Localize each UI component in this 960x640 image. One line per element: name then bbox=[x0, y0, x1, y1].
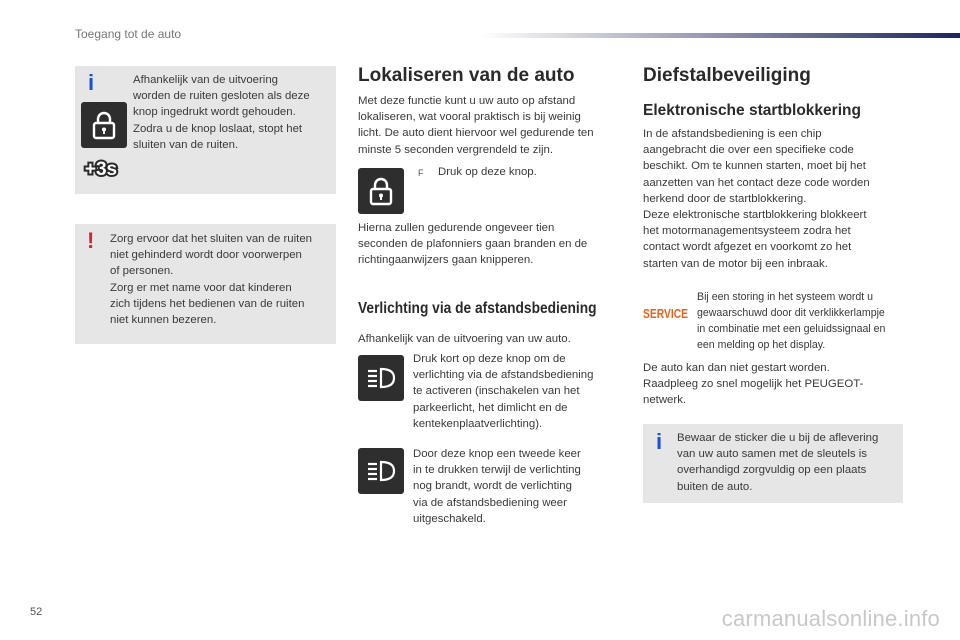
svg-text:SERVICE: SERVICE bbox=[643, 307, 688, 321]
immobiliser-text: In de afstandsbediening is een chip aangebracht die over een specifieke code beschikt. Om te kunnen starten, moet bij het aanzetten van het contact deze code worden herkend door de startblokkering. Deze elektronische startblokkering blokkeert het motormanagementsysteem zodra het contact wordt afgezet en voorkomt zo het starten van de motor bij een inbraak. bbox=[643, 128, 870, 270]
lock-button-tile bbox=[81, 102, 127, 148]
lock-icon bbox=[366, 175, 396, 207]
lighting-step2-text: Door deze knop een tweede keer in te drukken terwijl de verlichting nog brandt, wordt de verlichting via de afstandsbediening weer uitgeschakeld. bbox=[413, 448, 581, 525]
lock-button-tile-locate bbox=[358, 168, 404, 214]
key-sticker-text: Bewaar de sticker die u bij de aflevering van uw auto samen met de sleutels is overhandigd zorgvuldig op een plaats buiten de auto. bbox=[677, 432, 879, 493]
headlight-button-tile-2 bbox=[358, 448, 404, 494]
service-warning-icon bbox=[643, 305, 689, 321]
section-title-locate-car: Lokaliseren van de auto bbox=[358, 65, 575, 86]
info-box-text: Afhankelijk van de uitvoering worden de ruiten gesloten als deze knop ingedrukt wordt gehouden. Zodra u de knop loslaat, stopt het sluiten van de ruiten. bbox=[133, 74, 310, 151]
warning-box-text: Zorg ervoor dat het sluiten van de ruiten niet gehinderd wordt door voorwerpen of personen. Zorg er met name voor dat kinderen zich tijdens het bedienen van de ruiten niet kunnen bezeren. bbox=[110, 233, 312, 327]
headlight-icon bbox=[365, 459, 397, 483]
info-icon: i bbox=[656, 429, 663, 454]
headlight-icon bbox=[365, 366, 397, 390]
subsection-title-immobiliser: Elektronische startblokkering bbox=[643, 102, 861, 119]
info-icon: i bbox=[88, 70, 95, 95]
section-title-anti-theft: Diefstalbeveiliging bbox=[643, 65, 811, 86]
service-warning-text: Bij een storing in het systeem wordt u gewaarschuwd door dit verklikkerlampje in combinatie met een geluidssignaal en een melding op het display. bbox=[697, 291, 886, 351]
locate-intro-text: Met deze functie kunt u uw auto op afstand lokaliseren, wat vooral praktisch is bij weinig licht. De auto dient hiervoor wel gedurende ten minste 5 seconden vergrendeld te zijn. bbox=[358, 95, 594, 156]
warning-box-window-safety bbox=[75, 224, 336, 344]
lighting-step1-text: Druk kort op deze knop om de verlichting via de afstandsbediening te activeren (inschakelen van het parkeerlicht, het dimlicht en de kentekenplaatverlichting). bbox=[413, 353, 594, 430]
bullet-icon: F bbox=[418, 168, 424, 178]
svg-text:+3s: +3s bbox=[84, 159, 118, 180]
locate-after-text: Hierna zullen gedurende ongeveer tien seconden de plafonniers gaan branden en de richtingaanwijzers gaan knipperen. bbox=[358, 222, 588, 267]
lighting-intro-text: Afhankelijk van de uitvoering van uw auto. bbox=[358, 333, 571, 345]
page-number: 52 bbox=[30, 606, 43, 618]
page-header-title: Toegang tot de auto bbox=[75, 27, 182, 41]
watermark: carmanualsonline.info bbox=[721, 606, 940, 631]
press-button-text: Druk op deze knop. bbox=[438, 166, 537, 178]
warning-icon: ! bbox=[87, 228, 95, 253]
lock-icon bbox=[89, 109, 119, 141]
info-box-key-sticker bbox=[643, 424, 903, 503]
immobiliser-after-text: De auto kan dan niet gestart worden. Raadpleeg zo snel mogelijk het PEUGEOT- netwerk. bbox=[643, 362, 864, 407]
header-rule bbox=[480, 33, 960, 38]
headlight-button-tile-1 bbox=[358, 355, 404, 401]
hold-3s-icon bbox=[80, 154, 122, 182]
section-title-remote-lighting: Verlichting via de afstandsbediening bbox=[358, 300, 597, 317]
info-box-window-closing bbox=[75, 66, 336, 194]
